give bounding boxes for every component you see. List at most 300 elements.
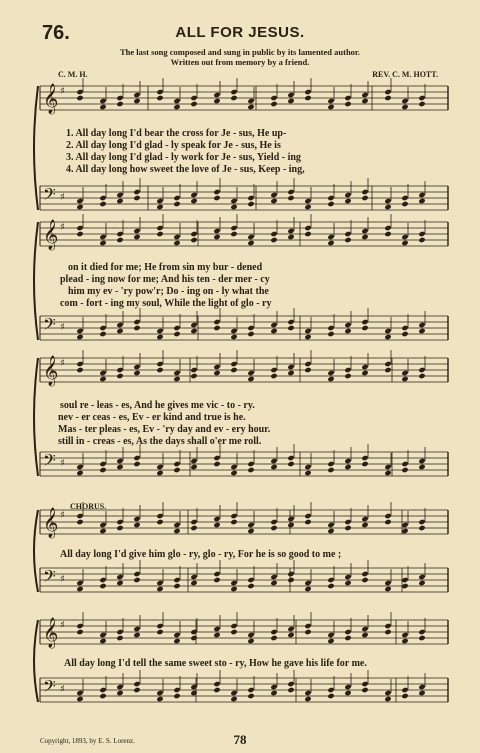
- notehead: [344, 580, 351, 586]
- notehead: [190, 322, 197, 328]
- notehead: [173, 461, 180, 467]
- notehead: [401, 687, 408, 693]
- notehead: [116, 574, 123, 580]
- notehead: [133, 455, 140, 461]
- notehead: [247, 638, 254, 644]
- notehead: [99, 528, 106, 534]
- notehead: [384, 623, 391, 629]
- author-credit: REV. C. M. HOTT.: [372, 70, 438, 79]
- notehead: [361, 626, 368, 632]
- notehead: [247, 195, 254, 201]
- bass-clef: 𝄢: [43, 314, 56, 338]
- notehead: [287, 687, 294, 693]
- notehead: [230, 513, 237, 519]
- notehead: [401, 376, 408, 382]
- notehead: [116, 458, 123, 464]
- notehead: [401, 693, 408, 699]
- notehead: [190, 574, 197, 580]
- notehead: [99, 522, 106, 528]
- notehead: [384, 198, 391, 204]
- notehead: [327, 632, 334, 638]
- notehead: [418, 629, 425, 635]
- notehead: [190, 580, 197, 586]
- notehead: [418, 95, 425, 101]
- notehead: [99, 104, 106, 110]
- notehead: [344, 198, 351, 204]
- notehead: [230, 334, 237, 340]
- key-signature-sharp: ♯: [60, 358, 65, 369]
- notehead: [230, 225, 237, 231]
- notehead: [344, 237, 351, 243]
- notehead: [287, 461, 294, 467]
- key-signature-sharp: ♯: [60, 322, 65, 333]
- notehead: [361, 228, 368, 234]
- notehead: [213, 461, 220, 467]
- notehead: [156, 470, 163, 476]
- notehead: [418, 101, 425, 107]
- notehead: [304, 89, 311, 95]
- notehead: [173, 632, 180, 638]
- notehead: [361, 189, 368, 195]
- notehead: [133, 189, 140, 195]
- notehead: [173, 467, 180, 473]
- notehead: [247, 331, 254, 337]
- notehead: [173, 195, 180, 201]
- notehead: [247, 234, 254, 240]
- notehead: [156, 198, 163, 204]
- bass-clef: 𝄢: [43, 676, 56, 700]
- lyric-line: All day long I'd give him glo - ry, glo - ry, For he is so good to me ;: [60, 549, 342, 560]
- notehead: [327, 522, 334, 528]
- notehead: [116, 690, 123, 696]
- system-brace: [34, 222, 38, 340]
- notehead: [270, 231, 277, 237]
- notehead: [270, 367, 277, 373]
- notehead: [99, 632, 106, 638]
- notehead: [213, 319, 220, 325]
- notehead: [230, 231, 237, 237]
- notehead: [133, 319, 140, 325]
- notehead: [156, 89, 163, 95]
- notehead: [361, 455, 368, 461]
- notehead: [361, 98, 368, 104]
- notehead: [173, 234, 180, 240]
- notehead: [247, 632, 254, 638]
- notehead: [287, 455, 294, 461]
- notehead: [133, 98, 140, 104]
- notehead: [401, 331, 408, 337]
- notehead: [270, 95, 277, 101]
- notehead: [76, 95, 83, 101]
- notehead: [247, 583, 254, 589]
- notehead: [133, 364, 140, 370]
- notehead: [384, 334, 391, 340]
- treble-clef: 𝄞: [43, 84, 59, 114]
- hymn-title: ALL FOR JESUS.: [175, 24, 305, 41]
- notehead: [384, 328, 391, 334]
- notehead: [270, 237, 277, 243]
- notehead: [304, 231, 311, 237]
- notehead: [418, 684, 425, 690]
- notehead: [384, 367, 391, 373]
- notehead: [190, 690, 197, 696]
- notehead: [401, 104, 408, 110]
- notehead: [156, 95, 163, 101]
- notehead: [287, 234, 294, 240]
- system-brace: [34, 86, 38, 210]
- notehead: [213, 189, 220, 195]
- notehead: [173, 638, 180, 644]
- notehead: [287, 516, 294, 522]
- notehead: [190, 684, 197, 690]
- notehead: [361, 681, 368, 687]
- notehead: [304, 198, 311, 204]
- notehead: [270, 574, 277, 580]
- notehead: [361, 522, 368, 528]
- notehead: [133, 681, 140, 687]
- notehead: [418, 519, 425, 525]
- notehead: [247, 240, 254, 246]
- notehead: [384, 470, 391, 476]
- notehead: [401, 577, 408, 583]
- subtitle-line-2: Written out from memory by a friend.: [170, 57, 310, 67]
- notehead: [287, 364, 294, 370]
- notehead: [384, 513, 391, 519]
- notehead: [190, 95, 197, 101]
- notehead: [230, 519, 237, 525]
- notehead: [247, 461, 254, 467]
- notehead: [384, 519, 391, 525]
- notehead: [247, 522, 254, 528]
- notehead: [418, 690, 425, 696]
- lyric-line: plead - ing now for me; And his ten - der mer - cy: [60, 274, 270, 285]
- notehead: [344, 690, 351, 696]
- notehead: [270, 458, 277, 464]
- notehead: [361, 234, 368, 240]
- notehead: [156, 513, 163, 519]
- notehead: [173, 201, 180, 207]
- notehead: [230, 198, 237, 204]
- notehead: [304, 513, 311, 519]
- notehead: [327, 234, 334, 240]
- notehead: [304, 328, 311, 334]
- notehead: [304, 690, 311, 696]
- notehead: [156, 328, 163, 334]
- notehead: [418, 373, 425, 379]
- notehead: [230, 367, 237, 373]
- notehead: [344, 328, 351, 334]
- notehead: [327, 201, 334, 207]
- notehead: [270, 635, 277, 641]
- notehead: [327, 461, 334, 467]
- notehead: [190, 458, 197, 464]
- notehead: [344, 629, 351, 635]
- bass-clef: 𝄢: [43, 566, 56, 590]
- notehead: [270, 101, 277, 107]
- notehead: [190, 525, 197, 531]
- treble-clef: 𝄞: [43, 618, 59, 648]
- notehead: [401, 522, 408, 528]
- notehead: [99, 201, 106, 207]
- notehead: [344, 231, 351, 237]
- notehead: [230, 629, 237, 635]
- lyric-line: 4. All day long how sweet the love of Je - sus, Keep - ing,: [66, 164, 305, 175]
- notehead: [270, 525, 277, 531]
- notehead: [418, 458, 425, 464]
- notehead: [304, 629, 311, 635]
- notehead: [384, 204, 391, 210]
- notehead: [361, 461, 368, 467]
- treble-clef: 𝄞: [43, 220, 59, 250]
- notehead: [116, 519, 123, 525]
- meter-label: C. M. H.: [58, 70, 88, 79]
- notehead: [247, 370, 254, 376]
- notehead: [133, 228, 140, 234]
- notehead: [116, 464, 123, 470]
- notehead: [99, 693, 106, 699]
- notehead: [247, 577, 254, 583]
- notehead: [384, 95, 391, 101]
- notehead: [190, 635, 197, 641]
- notehead: [173, 687, 180, 693]
- notehead: [76, 513, 83, 519]
- notehead: [287, 195, 294, 201]
- notehead: [247, 98, 254, 104]
- notehead: [213, 571, 220, 577]
- notehead: [384, 690, 391, 696]
- notehead: [327, 583, 334, 589]
- notehead: [270, 464, 277, 470]
- notehead: [384, 225, 391, 231]
- notehead: [99, 583, 106, 589]
- notehead: [270, 328, 277, 334]
- notehead: [344, 684, 351, 690]
- notehead: [384, 696, 391, 702]
- key-signature-sharp: ♯: [60, 222, 65, 233]
- notehead: [401, 638, 408, 644]
- key-signature-sharp: ♯: [60, 192, 65, 203]
- notehead: [99, 195, 106, 201]
- notehead: [344, 192, 351, 198]
- notehead: [270, 322, 277, 328]
- notehead: [304, 696, 311, 702]
- notehead: [213, 626, 220, 632]
- notehead: [190, 231, 197, 237]
- notehead: [76, 586, 83, 592]
- notehead: [230, 623, 237, 629]
- notehead: [76, 580, 83, 586]
- notehead: [76, 623, 83, 629]
- notehead: [270, 373, 277, 379]
- notehead: [384, 231, 391, 237]
- notehead: [287, 626, 294, 632]
- notehead: [76, 519, 83, 525]
- key-signature-sharp: ♯: [60, 684, 65, 695]
- key-signature-sharp: ♯: [60, 510, 65, 521]
- notehead: [418, 198, 425, 204]
- notehead: [116, 322, 123, 328]
- notehead: [213, 370, 220, 376]
- notehead: [156, 519, 163, 525]
- notehead: [190, 101, 197, 107]
- notehead: [304, 580, 311, 586]
- notehead: [213, 516, 220, 522]
- notehead: [247, 376, 254, 382]
- notehead: [384, 586, 391, 592]
- notehead: [344, 458, 351, 464]
- lyric-line: on it died for me; He from sin my bur - dened: [68, 262, 263, 273]
- notehead: [99, 461, 106, 467]
- notehead: [270, 690, 277, 696]
- notehead: [247, 325, 254, 331]
- notehead: [173, 583, 180, 589]
- notehead: [116, 198, 123, 204]
- notehead: [173, 693, 180, 699]
- notehead: [133, 195, 140, 201]
- notehead: [304, 623, 311, 629]
- notehead: [190, 237, 197, 243]
- notehead: [401, 234, 408, 240]
- notehead: [76, 334, 83, 340]
- lyric-line: 2. All day long I'd glad - ly speak for Je - sus, He is: [66, 140, 281, 151]
- lyric-line: him my ev - 'ry pow'r; Do - ing on - ly what the: [68, 286, 269, 297]
- notehead: [304, 204, 311, 210]
- notehead: [213, 522, 220, 528]
- notehead: [76, 690, 83, 696]
- notehead: [76, 470, 83, 476]
- notehead: [327, 331, 334, 337]
- notehead: [327, 693, 334, 699]
- notehead: [99, 370, 106, 376]
- key-signature-sharp: ♯: [60, 458, 65, 469]
- notehead: [344, 464, 351, 470]
- notehead: [213, 687, 220, 693]
- notehead: [76, 367, 83, 373]
- notehead: [344, 367, 351, 373]
- notehead: [76, 464, 83, 470]
- copyright-notice: Copyright, 1893, by E. S. Lorenz.: [40, 737, 135, 745]
- notehead: [156, 367, 163, 373]
- notehead: [304, 519, 311, 525]
- notehead: [327, 528, 334, 534]
- notehead: [270, 519, 277, 525]
- notehead: [190, 464, 197, 470]
- notehead: [76, 204, 83, 210]
- system-brace: [34, 620, 38, 702]
- notehead: [156, 586, 163, 592]
- notehead: [173, 98, 180, 104]
- hymn-number: 76.: [42, 22, 70, 44]
- notehead: [156, 231, 163, 237]
- lyric-line: still in - creas - es, As the days shall o'er me roll.: [58, 436, 262, 447]
- notehead: [116, 580, 123, 586]
- notehead: [156, 623, 163, 629]
- notehead: [190, 198, 197, 204]
- notehead: [287, 681, 294, 687]
- notehead: [384, 89, 391, 95]
- notehead: [418, 328, 425, 334]
- notehead: [99, 240, 106, 246]
- notehead: [327, 240, 334, 246]
- notehead: [361, 571, 368, 577]
- notehead: [116, 629, 123, 635]
- notehead: [173, 325, 180, 331]
- notehead: [116, 95, 123, 101]
- notehead: [401, 583, 408, 589]
- notehead: [76, 231, 83, 237]
- notehead: [344, 574, 351, 580]
- lyric-line: 3. All day long I'd glad - ly work for Je - sus, Yield - ing: [66, 152, 301, 163]
- notehead: [230, 580, 237, 586]
- notehead: [213, 234, 220, 240]
- notehead: [230, 470, 237, 476]
- notehead: [99, 98, 106, 104]
- notehead: [418, 574, 425, 580]
- notehead: [133, 687, 140, 693]
- notehead: [99, 234, 106, 240]
- notehead: [418, 464, 425, 470]
- notehead: [213, 681, 220, 687]
- notehead: [116, 635, 123, 641]
- notehead: [287, 571, 294, 577]
- notehead: [230, 361, 237, 367]
- notehead: [133, 234, 140, 240]
- notehead: [270, 629, 277, 635]
- lyric-line: nev - er ceas - es, Ev - er kind and true is he.: [58, 412, 246, 423]
- notehead: [401, 467, 408, 473]
- notehead: [384, 580, 391, 586]
- lyric-line: Mas - ter pleas - es, Ev - 'ry day and ev - ery hour.: [58, 424, 271, 435]
- notehead: [116, 101, 123, 107]
- notehead: [384, 361, 391, 367]
- notehead: [230, 328, 237, 334]
- notehead: [304, 361, 311, 367]
- notehead: [156, 334, 163, 340]
- notehead: [213, 325, 220, 331]
- notehead: [99, 467, 106, 473]
- lyric-line: 1. All day long I'd bear the cross for Je - sus, He up-: [66, 128, 287, 139]
- notehead: [213, 195, 220, 201]
- notehead: [418, 231, 425, 237]
- notehead: [401, 528, 408, 534]
- notehead: [76, 361, 83, 367]
- notehead: [190, 328, 197, 334]
- notehead: [76, 328, 83, 334]
- key-signature-sharp: ♯: [60, 86, 65, 97]
- notehead: [173, 376, 180, 382]
- notehead: [156, 361, 163, 367]
- notehead: [287, 228, 294, 234]
- notehead: [287, 189, 294, 195]
- notehead: [99, 331, 106, 337]
- notehead: [304, 470, 311, 476]
- notehead: [401, 325, 408, 331]
- notehead: [401, 98, 408, 104]
- key-signature-sharp: ♯: [60, 574, 65, 585]
- notehead: [156, 225, 163, 231]
- notehead: [213, 98, 220, 104]
- notehead: [156, 690, 163, 696]
- key-signature-sharp: ♯: [60, 620, 65, 631]
- notehead: [247, 693, 254, 699]
- notehead: [401, 632, 408, 638]
- notehead: [133, 325, 140, 331]
- notehead: [173, 240, 180, 246]
- notehead: [99, 325, 106, 331]
- notehead: [344, 519, 351, 525]
- notehead: [116, 328, 123, 334]
- notehead: [156, 580, 163, 586]
